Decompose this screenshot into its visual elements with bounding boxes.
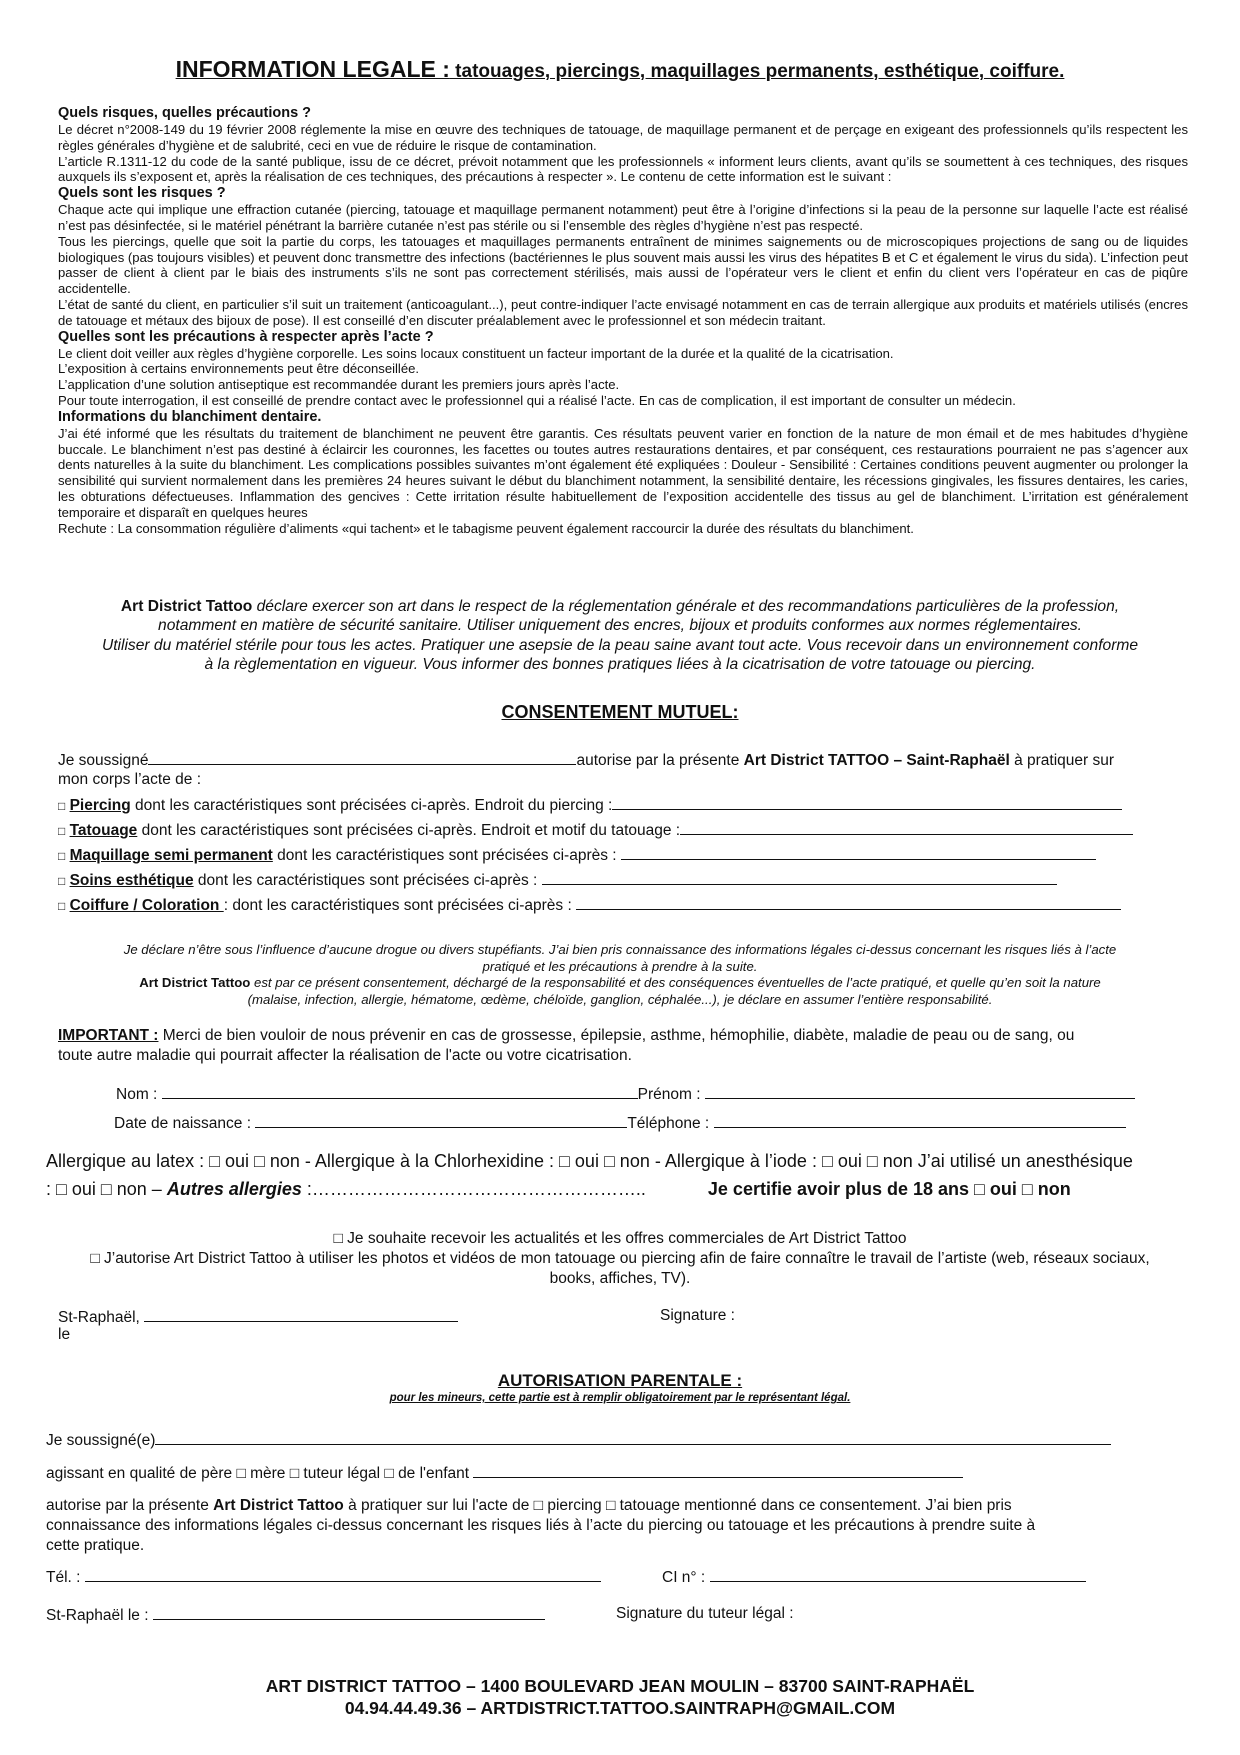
page-title <box>60 56 1180 83</box>
authorization-line: cette pratique. <box>46 1537 145 1554</box>
ci-label: CI n° : <box>662 1569 706 1586</box>
checkbox[interactable]: □ <box>58 824 66 838</box>
legal-paragraph: Pour toute interrogation, il est conseillé de prendre contact avec le professionnel qui a réalisé l’acte. En cas de complication, il est important de consulter un médecin. <box>58 392 1016 408</box>
date-field[interactable] <box>144 1307 458 1322</box>
telephone-field[interactable] <box>714 1113 1126 1128</box>
place-date-row <box>58 1307 458 1327</box>
legal-paragraph: J’ai été informé que les résultats du traitement de blanchiment ne peuvent être garantis. Ces résultats peuvent varier en fonction de la nature de mon émail et de mes habitudes d’hygiène buccale. Le blanchiment n’est pas destiné à éclaircir les couronnes, les facettes ou toutes autres restaurations dentaires, et par conséquent, ces restaurations pourraient ne pas s’agencer aux dents naturelles à la suite du blanchiment. Les complications possibles suivantes m’ont également été expliquées : Douleur - Sensibilité : Certaines conditions peuvent augmenter ou prolonger la sensibilité qui survient normalement dans les premières 24 heures suivant le début du blanchiment notamment, la sensibilité dentaire, les récessions gingivales, les fissures dentaires, les caries, les obturations défectueuses. Inflammation des gencives : Cette irritation résulte habituellement de l’exposition accidentelle des tissus au gel de blanchiment. L’irritation est généralement temporaire et disparaît en quelques heures <box>58 425 1188 520</box>
legal-paragraph: L’état de santé du client, en particulier s’il suit un traitement (anticoagulant...), peut contre-indiquer l’acte envisagé notamment en cas de terrain allergique aux produits et matériels utilisés (encres de tatouage et métaux des bijoux de pose). Il est conseillé d’en discuter préalablement avec le professionnel et son médecin traitant. <box>58 296 1188 328</box>
prenom-label: Prénom : <box>637 1086 701 1103</box>
important-label: IMPORTANT : <box>58 1027 159 1044</box>
checkbox[interactable]: □ <box>58 874 66 888</box>
label: Je soussigné <box>58 752 149 769</box>
age-certification: Je certifie avoir plus de 18 ans □ oui □ non <box>707 1179 1071 1199</box>
declaration-line: est par ce présent consentement, déchargé de la responsabilité et des conséquences éventuelles de l’acte pratiqué, et quelle qu’en soit la nature <box>250 975 1101 991</box>
option-soins[interactable] <box>58 870 1057 890</box>
tel-field[interactable] <box>85 1567 601 1582</box>
nom-field[interactable] <box>162 1084 638 1099</box>
option-text: dont les caractéristiques sont précisées ci-après. Endroit du piercing : <box>130 797 613 814</box>
company-name: Art District Tattoo <box>139 975 251 991</box>
option-piercing[interactable] <box>58 795 1122 815</box>
legal-paragraph: L’exposition à certains environnements peut être déconseillée. <box>58 361 420 377</box>
studio-declaration <box>60 597 1180 675</box>
declaration-line: notamment en matière de sécurité sanitaire. Utiliser uniquement des encres, bijoux et produits conformes aux normes réglementaires. <box>158 617 1082 635</box>
client-declaration <box>60 942 1180 1008</box>
name-field[interactable] <box>148 750 576 765</box>
ci-field[interactable] <box>710 1567 1086 1582</box>
authorization-line: connaissance des informations légales ci-dessus concernant les risques liés à l’acte du piercing ou tatouage et les précautions à prendre suite à <box>46 1517 1036 1534</box>
option-label: Coiffure / Coloration <box>69 897 224 914</box>
option-label: Soins esthétique <box>69 872 194 889</box>
important-text: Merci de bien vouloir de nous prévenir en cas de grossesse, épilepsie, asthme, hémophilie, diabète, maladie de peau ou de sang, ou <box>158 1027 1075 1044</box>
soins-details-field[interactable] <box>542 870 1057 885</box>
declaration-line: Utiliser du matériel stérile pour tous les actes. Pratiquer une asepsie de la peau saine avant tout acte. Vous recevoir dans un environnement conforme <box>101 636 1139 654</box>
coiffure-details-field[interactable] <box>576 895 1121 910</box>
parent-name-field[interactable] <box>155 1430 1111 1445</box>
legal-information <box>58 105 1188 536</box>
option-coiffure[interactable] <box>58 895 1121 915</box>
allergy-line: Allergique au latex : □ oui □ non - Allergique à la Chlorhexidine : □ oui □ non - Allergique à l’iode : □ oui □ non J’ai utilisé un anesthésique <box>46 1151 1133 1171</box>
label: autorise par la présente <box>46 1497 214 1514</box>
autres-allergies-label: Autres allergies <box>166 1179 302 1199</box>
important-notice <box>58 1026 1198 1066</box>
parent-place-row <box>46 1605 545 1625</box>
place-le: le <box>58 1326 71 1343</box>
naissance-label: Date de naissance : <box>114 1115 252 1132</box>
nom-prenom-row <box>116 1084 1135 1104</box>
naissance-field[interactable] <box>255 1113 627 1128</box>
signature-label: Signature : <box>660 1307 735 1324</box>
autres-allergies-field[interactable]: :……………………………………………….. <box>301 1179 646 1199</box>
marketing-consents <box>40 1229 1200 1289</box>
tel-row <box>46 1567 601 1587</box>
legal-paragraph: Chaque acte qui implique une effraction cutanée (piercing, tatouage et maquillage permanent notamment) peut être à l’origine d’infections si la peau de la personne sur laquelle l’acte est réalisé n’est pas désinfectée, si le matériel pénétrant la barrière cutanée n’est pas stérile ou si l’ensemble des règles d’hygiène n’est pas respecté. <box>58 202 1188 233</box>
newsletter-checkbox[interactable]: □ Je souhaite recevoir les actualités et les offres commerciales de Art District Tattoo <box>333 1230 907 1247</box>
nom-label: Nom : <box>116 1086 158 1103</box>
ci-row <box>662 1567 1086 1587</box>
legal-paragraph: Tous les piercings, quelle que soit la partie du corps, les tatouages et maquillages permanents entraînent de minimes saignements ou de microscopiques projections de sang ou de liquides biologiques (pas toujours visibles) et peuvent donc transmettre des infections (bactériennes le plus souvent mais aussi les virus des hépatites B et C et également le virus du sida). L’infection peut passer de client à client par le biais des instruments s’ils ne sont pas correctement stérilisés, mais aussi de l’opérateur vers le client et enfin du client vers l’opérateur en cas de piqûre accidentelle. <box>58 233 1188 297</box>
option-label: Maquillage semi permanent <box>69 847 273 864</box>
consent-name-row <box>58 750 1114 770</box>
telephone-label: Téléphone : <box>627 1115 710 1132</box>
section-heading-blanchiment: Informations du blanchiment dentaire. <box>58 408 322 425</box>
parental-authorization <box>46 1496 1196 1556</box>
option-text: dont les caractéristiques sont précisées ci-après. Endroit et motif du tatouage : <box>137 822 681 839</box>
prenom-field[interactable] <box>705 1084 1135 1099</box>
option-label: Piercing <box>69 797 131 814</box>
option-text: dont les caractéristiques sont précisées ci-après : <box>272 847 617 864</box>
child-name-field[interactable] <box>473 1463 963 1478</box>
parent-name-row <box>46 1430 1111 1450</box>
allergies-section <box>46 1147 1196 1203</box>
piercing-location-field[interactable] <box>612 795 1122 810</box>
legal-paragraph: Le client doit veiller aux règles d’hygiène corporelle. Les soins locaux constituent un facteur important de la durée et la qualité de la cicatrisation. <box>58 345 894 361</box>
label: à pratiquer sur <box>1009 752 1115 769</box>
legal-paragraph: L’article R.1311-12 du code de la santé publique, issu de ce décret, prévoit notamment que les professionnels « informent leurs clients, avant qu’ils se soumettent à ces techniques, des risques auxquels ils s’exposent et, après la réalisation de ces techniques, des précautions à respecter ». Le contenu de cette information est le suivant : <box>58 153 1188 185</box>
section-heading-risques: Quels sont les risques ? <box>58 185 226 202</box>
footer-contact: 04.94.44.49.36 – ARTDISTRICT.TATTOO.SAINTRAPH@GMAIL.COM <box>344 1698 896 1718</box>
label: Je soussigné(e) <box>46 1432 156 1449</box>
checkbox[interactable]: □ <box>58 899 66 913</box>
label: autorise par la présente <box>576 752 744 769</box>
legal-paragraph: Rechute : La consommation régulière d’aliments «qui tachent» et le tabagisme peuvent également raccourcir la durée des résultats du blanchiment. <box>58 520 914 536</box>
photos-text: books, affiches, TV). <box>549 1270 691 1287</box>
photos-checkbox[interactable]: □ J’autorise Art District Tattoo à utiliser les photos et vidéos de mon tatouage ou piercing afin de faire connaître le travail de l’artiste (web, réseaux sociaux, <box>90 1250 1150 1267</box>
declaration-line: déclare exercer son art dans le respect de la réglementation générale et des recommandations particulières de la profession, <box>252 598 1120 615</box>
declaration-line: pratiqué et les précautions à prendre à la suite. <box>482 958 758 974</box>
parent-date-field[interactable] <box>153 1605 545 1620</box>
section-heading-precautions-apres: Quelles sont les précautions à respecter après l’acte ? <box>58 328 434 345</box>
parent-role-options[interactable]: agissant en qualité de père □ mère □ tuteur légal □ de l'enfant <box>46 1465 470 1482</box>
allergy-line: : □ oui □ non – <box>46 1179 167 1199</box>
section-heading-risques-precautions: Quels risques, quelles précautions ? <box>58 105 312 121</box>
declaration-line: (malaise, infection, allergie, hématome, œdème, chéloïde, ganglion, céphalée...), je déclare en assumer l’entière responsabilité. <box>247 991 993 1007</box>
company-name: Art District TATTOO – Saint-Raphaël <box>743 752 1010 769</box>
legal-paragraph: Le décret n°2008-149 du 19 février 2008 réglemente la mise en œuvre des techniques de tatouage, de maquillage permanent et de perçage en exigeant des professionnels qu’ils respectent les règles générales d’hygiène et de salubrité, ceci en vue de réduire le risque de contamination. <box>58 122 1188 153</box>
consent-subtitle: mon corps l’acte de : <box>58 771 202 788</box>
place-label: St-Raphaël le : <box>46 1607 149 1624</box>
parental-title: AUTORISATION PARENTALE : <box>497 1371 743 1390</box>
maquillage-details-field[interactable] <box>621 845 1096 860</box>
parental-subtitle: pour les mineurs, cette partie est à remplir obligatoirement par le représentant légal. <box>389 1392 851 1404</box>
footer-address: ART DISTRICT TATTOO – 1400 BOULEVARD JEAN MOULIN – 83700 SAINT-RAPHAËL <box>265 1676 975 1696</box>
place-label: St-Raphaël, <box>58 1309 140 1326</box>
title-rest: tatouages, piercings, maquillages permanents, esthétique, coiffure. <box>449 61 1065 82</box>
title-main: INFORMATION LEGALE : <box>175 56 450 82</box>
parent-role-row <box>46 1463 963 1483</box>
footer <box>0 1675 1240 1719</box>
tattoo-location-field[interactable] <box>680 820 1133 835</box>
company-name: Art District Tattoo <box>120 598 253 615</box>
option-tatouage[interactable] <box>58 820 1133 840</box>
option-label: Tatouage <box>69 822 138 839</box>
label: à pratiquer sur lui l'acte de □ piercing □ tatouage mentionné dans ce consentement. J’ai bien pris <box>343 1497 1012 1514</box>
tutor-signature-label: Signature du tuteur légal : <box>616 1605 794 1622</box>
option-text: : dont les caractéristiques sont précisées ci-après : <box>223 897 572 914</box>
option-maquillage[interactable] <box>58 845 1096 865</box>
consent-title: CONSENTEMENT MUTUEL: <box>501 702 739 722</box>
declaration-line: Je déclare n’être sous l’influence d’aucune drogue ou divers stupéfiants. J’ai bien pris connaissance des informations légales ci-dessus concernant les risques liés à l’acte <box>123 942 1117 957</box>
checkbox[interactable]: □ <box>58 849 66 863</box>
company-name: Art District Tattoo <box>213 1497 344 1514</box>
checkbox[interactable]: □ <box>58 799 66 813</box>
option-text: dont les caractéristiques sont précisées ci-après : <box>193 872 538 889</box>
naissance-telephone-row <box>114 1113 1126 1133</box>
declaration-line: à la règlementation en vigueur. Vous informer des bonnes pratiques liées à la cicatrisation de votre tatouage ou piercing. <box>204 656 1036 674</box>
important-text: toute autre maladie qui pourrait affecter la réalisation de l'acte ou votre cicatrisation. <box>58 1047 632 1064</box>
legal-paragraph: L’application d’une solution antiseptique est recommandée durant les premiers jours après l’acte. <box>58 377 620 393</box>
tel-label: Tél. : <box>46 1569 81 1586</box>
